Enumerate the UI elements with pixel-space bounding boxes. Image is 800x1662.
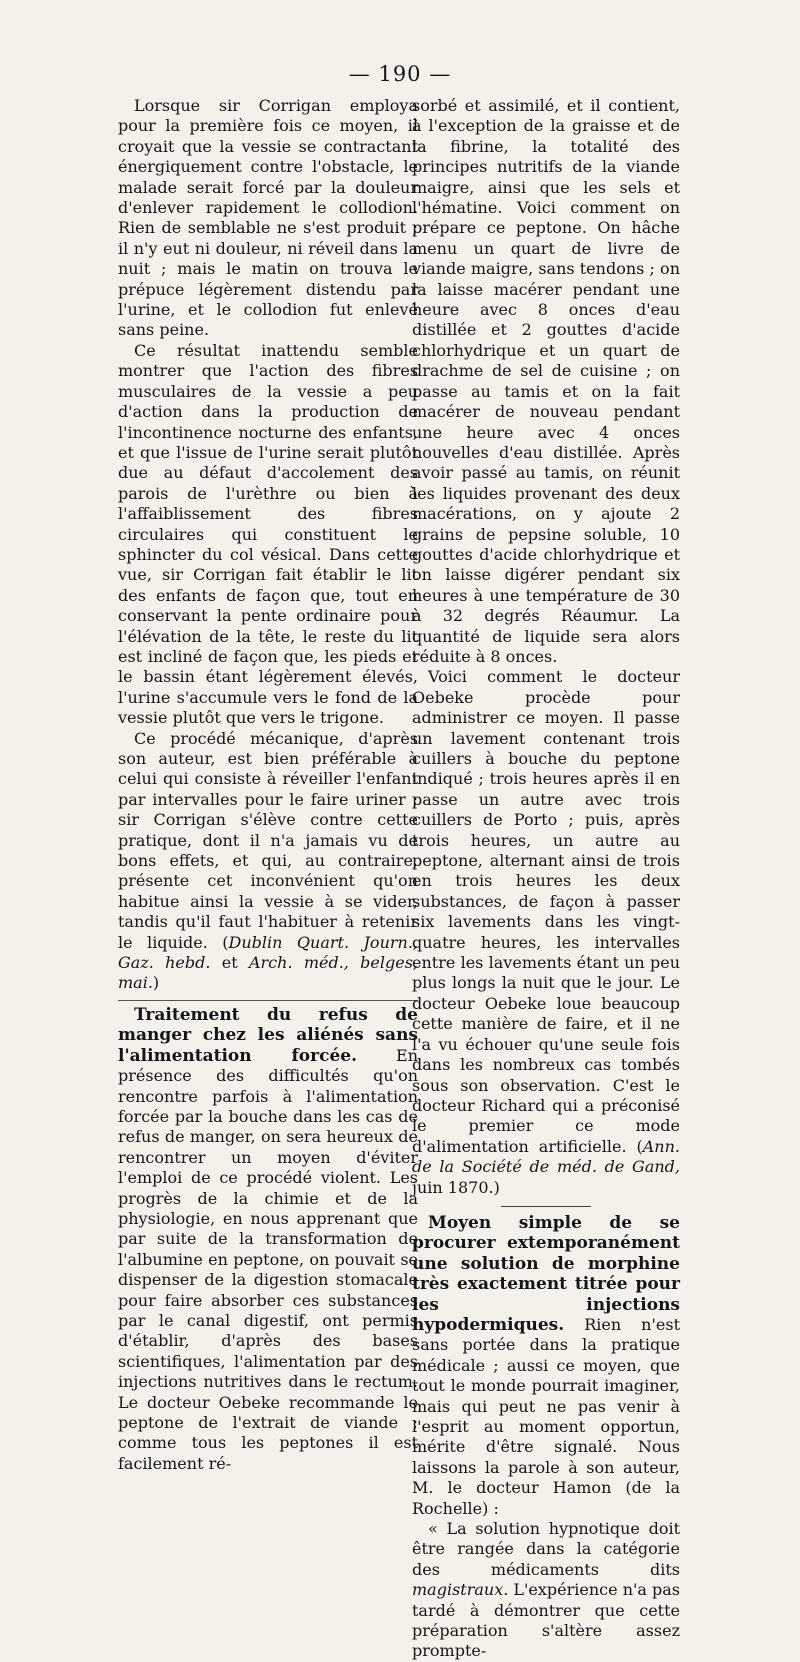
citation-close: ) (152, 973, 160, 993)
source-citation: Ann. de la Société de méd. de Gand, (412, 1136, 680, 1177)
quote-text: « La solution hypnotique doit être rangée dans la catégorie des médicaments dits (412, 1519, 680, 1579)
section-paragraph (412, 1213, 680, 1519)
paragraph (412, 667, 680, 1198)
paragraph: Ce résultat inattendu semble montrer que l'action des fibres musculaires de la vessie a peu d'action dans la production de l'incontinence nocturne des enfants, et que l'issue de l'urine serait plutôt due au défaut d'accolement des parois de l'urèthre ou bien à l'affaiblissement des fibres circulaires qui constituent le sphincter du col vésical. Dans cette vue, sir Corrigan fait établir le lit des enfants de façon que, tout en conservant la pente ordinaire pour l'élévation de la tête, le reste du lit est incliné de façon que, les pieds et le bassin étant légèrement élevés, l'urine s'accumule vers le fond de la vessie plutôt que vers le trigone. (118, 340, 418, 728)
section-title: Traitement du refus de manger chez les aliénés sans l'alimentation forcée. (118, 1004, 418, 1066)
quote-rest: . L'expérience n'a pas tardé à démontrer que cette préparation s'altère assez prompte- (412, 1580, 681, 1661)
section-divider (501, 1206, 591, 1207)
left-column (118, 96, 418, 1474)
quote-paragraph (412, 1519, 680, 1662)
source-citation: Dublin Quart. Journ., Gaz. hebd. (118, 932, 418, 973)
quote-italic: magistraux (412, 1580, 504, 1600)
page-number: — 190 — (348, 62, 452, 86)
section-body: En présence des difficultés qu'on rencontre parfois à l'alimentation forcée par la bouche dans les cas de refus de manger, on sera heureux de rencontrer un moyen d'éviter l'emploi de ce procédé violent. Les progrès de la chimie et de la physiologie, en nous apprenant que par suite de la transformation de l'albumine en peptone, on pouvait se dispenser de la digestion stomacale pour faire absorber ces substances par le canal digestif, ont permis d'établir, d'après des bases scientifiques, l'alimentation par des injections nutritives dans le rectum. Le docteur Oebeke recommande le peptone de l'extrait de viande ; comme tous les peptones il est facilement ré- (118, 1045, 418, 1473)
paragraph: Lorsque sir Corrigan employa pour la première fois ce moyen, il croyait que la vessie se contractant énergiquement contre l'obstacle, le malade serait forcé par la douleur d'enlever rapidement le collodion. Rien de semblable ne s'est produit ; il n'y eut ni douleur, ni réveil dans la nuit ; mais le matin on trouva le prépuce légèrement distendu par l'urine, et le collodion fut enlevé sans peine. (118, 96, 418, 340)
paragraph (118, 729, 418, 994)
section-paragraph (118, 1005, 418, 1474)
section (118, 1000, 418, 1474)
citation-connector: et (210, 953, 249, 973)
paragraph: sorbé et assimilé, et il contient, à l'exception de la graisse et de la fibrine, la totalité des principes nutritifs de la viande maigre, ainsi que les sels et l'hématine. Voici comment on prépare ce peptone. On hâche menu un quart de livre de viande maigre, sans tendons ; on la laisse macérer pendant une heure avec 8 onces d'eau distillée et 2 gouttes d'acide chlorhydrique et un quart de drachme de sel de cuisine ; on passe au tamis et on la fait macérer de nouveau pendant une heure avec 4 onces nouvelles d'eau distillée. Après avoir passé au tamis, on réunit les liquides provenant des deux macérations, on y ajoute 2 grains de pepsine soluble, 10 gouttes d'acide chlorhydrique et on laisse digérer pendant six heures à une température de 30 à 32 degrés Réaumur. La quantité de liquide sera alors réduite à 8 onces. (412, 96, 680, 666)
paragraph-text: Ce procédé mécanique, d'après son auteur, est bien préférable à celui qui consiste à réveiller l'enfant par intervalles pour le faire uriner ; sir Corrigan s'élève contre cette pratique, dont il n'a jamais vu de bons effets, et qui, au contraire, présente cet inconvénient qu'on habitue ainsi la vessie à se vider, tandis qu'il faut l'habituer à retenir le liquide. ( (118, 728, 418, 952)
paragraph-text: Voici comment le docteur Oebeke procède pour administrer ce moyen. Il passe un lavement contenant trois cuillers à bouche du peptone indiqué ; trois heures après il en passe un autre avec trois cuillers de Porto ; puis, après trois heures, un autre au peptone, alternant ainsi de trois en trois heures les deux substances, de façon à passer six lavements dans les vingt-quatre heures, les intervalles entre les lavements étant un peu plus longs la nuit que le jour. Le docteur Oebeke loue beaucoup cette manière de faire, et il ne l'a vu échouer qu'une seule fois dans les nombreux cas tombés sous son observation. C'est le docteur Richard qui a préconisé le premier ce mode d'alimentation artificielle. ( (412, 667, 680, 1156)
source-citation: Arch. méd., belges, mai. (118, 953, 418, 993)
citation-close: juin 1870.) (412, 1177, 500, 1197)
section-title: Moyen simple de se procurer extemporanément une solution de morphine très exactement titrée pour les injections hypodermiques. (412, 1212, 680, 1335)
section-body: Rien n'est sans portée dans la pratique médicale ; aussi ce moyen, que tout le monde pourrait imaginer, mais qui peut ne pas venir à l'esprit au moment opportun, mérite d'être signalé. Nous laissons la parole à son auteur, M. le docteur Hamon (de la Rochelle) : (412, 1314, 680, 1518)
right-column (412, 96, 680, 1662)
